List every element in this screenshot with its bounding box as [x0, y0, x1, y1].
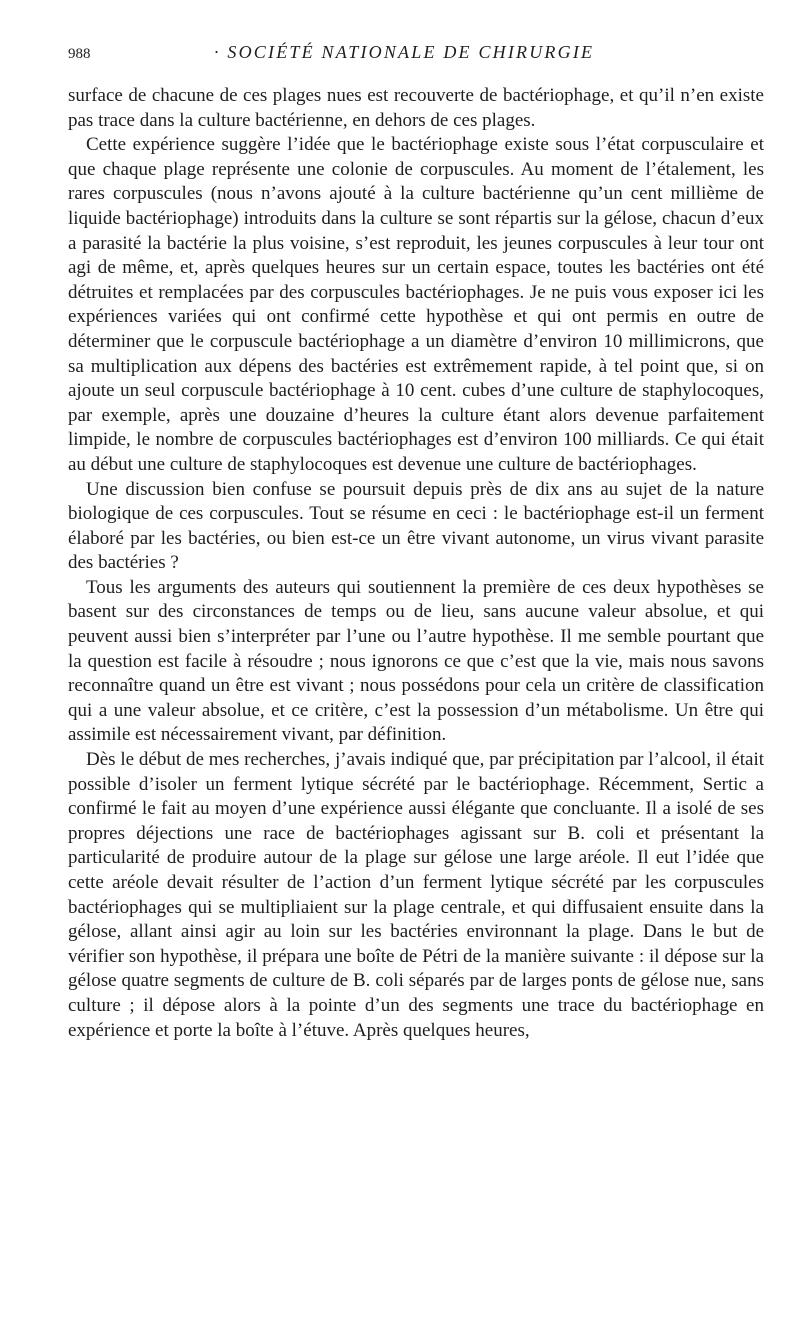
- page-number: 988: [68, 46, 91, 62]
- page-header: [68, 40, 768, 70]
- running-title: · SOCIÉTÉ NATIONALE DE CHIRURGIE: [214, 42, 595, 62]
- paragraph-arguments: Tous les arguments des auteurs qui soutiennent la première de ces deux hypothèses se basent sur des circonstances de temps ou de lieu, sans aucune valeur absolue, et qui peuvent aussi bien s’interpréter par l’une ou l’autre hypothèse. Il me semble pourtant que la question est facile à résoudre ; nous ignorons ce que c’est que la vie, mais nous savons reconnaître quand un être est vivant ; nous possédons pour cela un critère de classification qui a une valeur absolue, et ce critère, c’est la possession d’un métabolisme. Un être qui assimile est nécessairement vivant, par définition.: [68, 576, 764, 746]
- body-text: [68, 84, 764, 1043]
- paragraph-recherches: Dès le début de mes recherches, j’avais indiqué que, par précipitation par l’alcool, il était possible d’isoler un ferment lytique sécrété par le bactériophage. Récemment, Sertic a confirmé le fait au moyen d’une expérience aussi élégante que concluante. Il a isolé de ses propres déjections une race de bactériophages agissant sur B. coli et présentant la particularité de produire autour de la plage sur gélose une large aréole. Il eut l’idée que cette aréole devait résulter de l’action d’un ferment lytique sécrété par les corpuscules bactériophages qui se multipliaient sur la plage centrale, et qui diffusaient ensuite dans la gélose, allant ainsi agir au loin sur les bactéries environnant la plage. Dans le but de vérifier son hypothèse, il prépara une boîte de Pétri de la manière suivante : il dépose sur la gélose quatre segments de culture de B. coli séparés par de larges ponts de gélose nue, sans culture ; il dépose alors à la pointe d’un des segments une trace du bactériophage en expérience et porte la boîte à l’étuve. Après quelques heures,: [68, 749, 764, 1041]
- paragraph-experience: Cette expérience suggère l’idée que le bactériophage existe sous l’état corpusculaire et que chaque plage représente une colonie de corpuscules. Au moment de l’étalement, les rares corpuscules (nous n’avons ajouté à la culture bactérienne qu’un cent millième de liquide bactériophage) introduits dans la culture se sont répartis sur la gélose, chacun d’eux a parasité la bactérie la plus voisine, s’est reproduit, les jeunes corpuscules à leur tour ont agi de même, et, après quelques heures sur un certain espace, toutes les bactéries ont été détruites et remplacées par des corpuscules bactériophages. Je ne puis vous exposer ici les expériences variées qui ont confirmé cette hypothèse et qui ont permis en outre de déterminer que le corpuscule bactériophage a un diamètre d’environ 10 millimicrons, que sa multiplication aux dépens des bactéries est extrêmement rapide, à tel point que, si on ajoute un seul corpuscule bactériophage à 10 cent. cubes d’une culture de staphylocoques, par exemple, après une douzaine d’heures la culture étant alors devenue parfaitement limpide, le nombre de corpuscules bactériophages est d’environ 100 milliards. Ce qui était au début une culture de staphylocoques est devenue une culture de bactériophages.: [68, 134, 764, 475]
- paragraph-discussion: Une discussion bien confuse se poursuit depuis près de dix ans au sujet de la nature biologique de ces corpuscules. Tout se résume en ceci : le bactériophage est-il un ferment élaboré par les bactéries, ou bien est-ce un être vivant autonome, un virus vivant parasite des bactéries ?: [68, 478, 764, 574]
- paragraph-continuation: surface de chacune de ces plages nues est recouverte de bactériophage, et qu’il n’en existe pas trace dans la culture bactérienne, en dehors de ces plages.: [68, 85, 764, 131]
